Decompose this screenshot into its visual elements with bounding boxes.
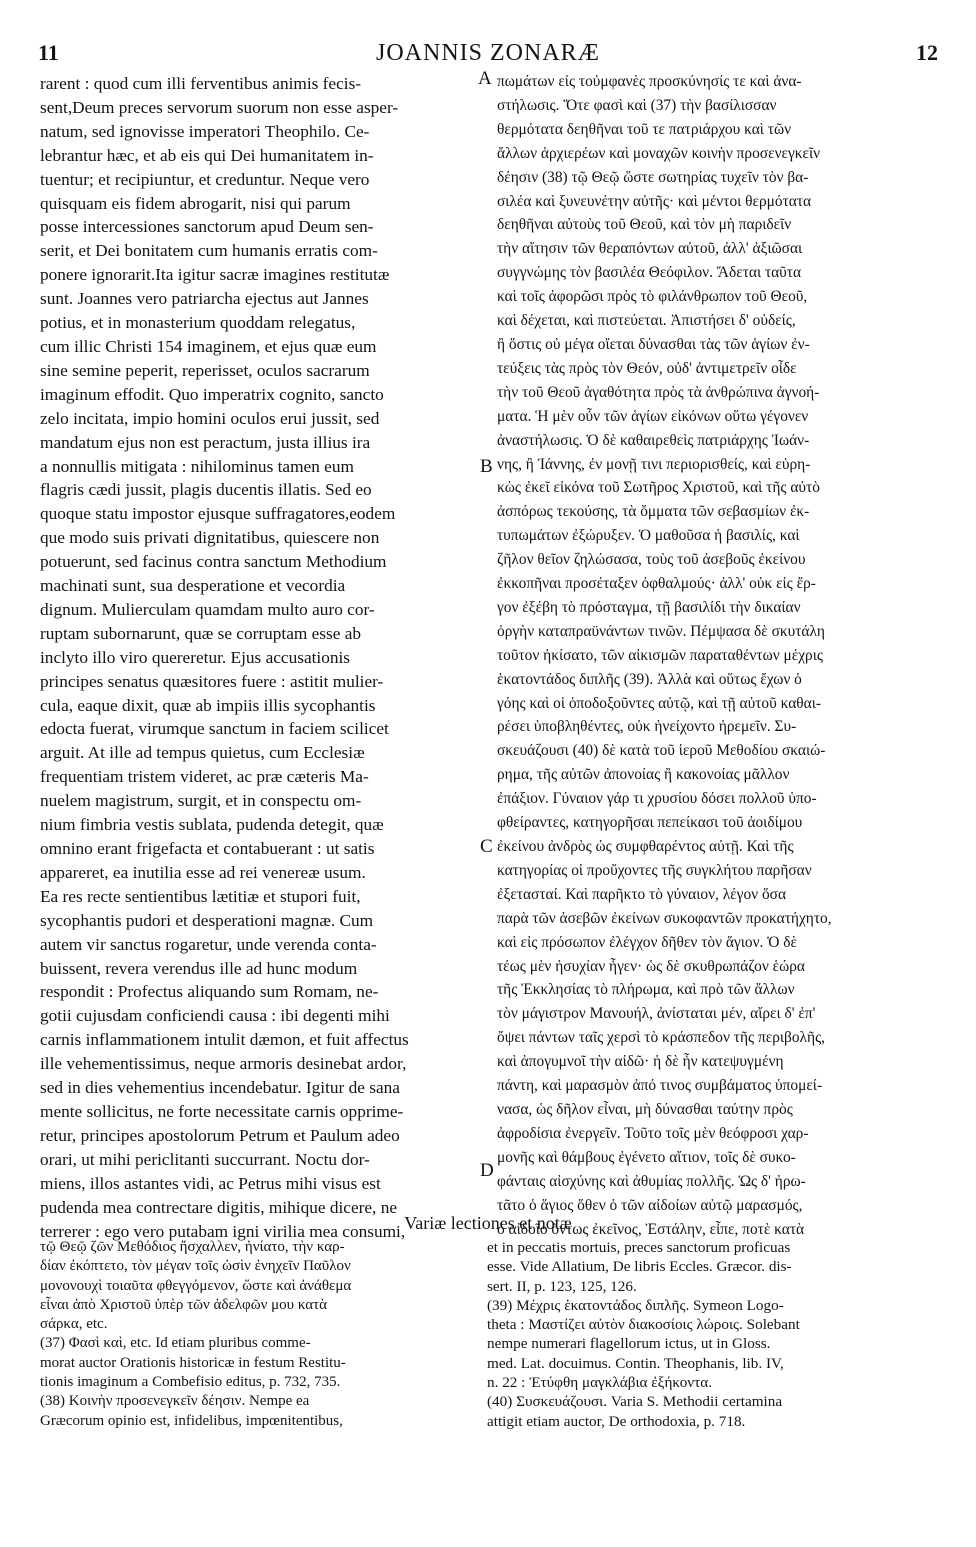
latin-text-line: nuelem magistrum, surgit, et in conspectu om- [40,791,362,811]
greek-text-line: τοῦτον ἠκίσατο, τῶν αἰκισμῶν παραταθέντων μέχρις [497,646,823,664]
margin-marker-a: A [478,68,492,89]
note-line: μονονουχὶ τοιαῦτα φθεγγόμενον, ὥστε καὶ ἀνάθεμα [40,1277,352,1294]
greek-text-line: ἑκατοντάδος διπλῆς (39). Ἀλλὰ καὶ οὕτως ἔχων ὁ [497,670,802,688]
note-line: theta : Μαστίζει αὐτὸν διακοσίοις λώροις. Solebant [487,1316,800,1334]
note-line: et in peccatis mortuis, preces sanctorum proficuas [487,1239,791,1256]
latin-text-line: buissent, revera verendus ille ad hunc modum [40,958,358,978]
latin-text-line: potius, et in monasterium quoddam relegatus, [40,313,356,333]
note-line: attigit etiam auctor, De orthodoxia, p. 718. [487,1412,746,1430]
greek-text-line: φάνταις αἰσχύνης καὶ ἀθυμίας πολλῆς. Ὡς δ' ἠρω- [497,1172,806,1190]
latin-text-line: serit, et Dei bonitatem cum humanis erratis com- [40,241,378,261]
latin-text-line: edocta fuerat, virumque sanctum in faciem scilicet [40,719,389,739]
greek-text-line: ἐκκοπῆναι προσέταξεν ὀφθαλμούς· ἀλλ' οὐκ εἰς ἔρ- [497,575,816,593]
latin-text-line: potuerunt, sed facinus contra sanctum Methodium [40,552,387,572]
greek-text-line: ἀσπόρως τεκούσης, τὰ ὄμματα τῶν σεβασμίων ἐκ- [497,503,810,521]
note-line: morat auctor Orationis historicæ in festum Restitu- [40,1354,346,1371]
running-head [38,40,938,68]
greek-text-line: ὀργὴν καταπραϋνάντων τινῶν. Πέμψασα δὲ σκυτάλη [497,622,825,640]
greek-text-line: ὄψει πάντων ταῖς χερσὶ τὸ κράσπεδον τῆς περιβολῆς, [497,1029,826,1047]
latin-text-line: sunt. Joannes vero patriarcha ejectus aut Jannes [40,289,369,309]
latin-text-line: gotii cujusdam conficiendi causa : ibi degenti mihi [40,1006,390,1026]
note-line: τῷ Θεῷ ζῶν Μεθόδιος ἤσχαλλεν, ἠνίατο, τὴν καρ- [40,1239,345,1255]
note-line: σάρκα, etc. [40,1316,108,1333]
greek-text-line: σιλέα καὶ ξυνευνέτην αὐτῆς· καὶ μέντοι θερμότατα [497,192,812,210]
greek-text-line: ἐκείνου ἀνδρὸς ὡς συμφθαρέντος αὐτῇ. Καὶ τῆς [497,838,794,855]
running-title: JOANNIS ZONARÆ [375,40,600,66]
latin-text-line: dignum. Mulierculam quamdam multo auro cor- [40,599,375,619]
notes-heading: Variæ lectiones et notæ [404,1213,572,1233]
latin-text-line: autem vir sanctus rogaretur, unde verenda conta- [40,934,377,954]
greek-text-line: ρημα, τῆς αὐτῶν ἀπονοίας ἢ κακονοίας μᾶλλον [497,766,790,784]
greek-text-line: μονῆς καὶ θάμβους ἐγένετο αἴτιον, τοῖς δὲ συκο- [497,1148,796,1166]
greek-text-line: ἐξετασταί. Καὶ παρῆκτο τὸ γύναιον, λέγον ὅσα [497,885,787,903]
greek-text-line: δέησιν (38) τῷ Θεῷ ὥστε σωτηρίας τυχεῖν τὸν βα- [497,168,809,186]
greek-text-line: τέως μὲν ἡσυχίαν ἦγεν· ὡς δὲ σκυθρωπάζον ἑώρα [497,957,805,975]
greek-text-line: γόης καὶ οἱ ὁποδοξοῦντες αὐτῷ, καὶ τῇ αὐτοῦ καθαι- [497,694,821,712]
latin-text-line: omnino erant frigefacta et contabuerant : ut satis [40,839,375,858]
latin-text-line: que modo suis privati dignitatibus, quiescere non [40,528,380,548]
latin-text-line: retur, principes apostolorum Petrum et Paulum adeo [40,1125,400,1145]
left-page-number: 11 [38,40,59,65]
latin-text-line: zelo incitata, impio homini oculos erui jussit, sed [40,408,380,428]
greek-text-line: τῆς Ἐκκλησίας τὸ πλήρωμα, καὶ πρὸ τῶν ἄλλων [497,981,795,999]
notes-left-column [40,1238,470,1431]
latin-text-line: ruptam subornarunt, quæ se corruptam esse ab [40,623,362,643]
note-line: esse. Vide Allatium, De libris Eccles. Græcor. dis- [487,1258,792,1276]
greek-text-line: συγγνώμης τὸν βασιλέα Θεόφιλον. Ἄδεται ταῦτα [497,264,802,282]
greek-text-line: γον ἐξέβη τὸ πρόσταγμα, τῇ βασιλίδι τὴν δικαίαν [497,598,801,616]
note-line: (40) Συσκευάζουσι. Varia S. Methodii certamina [487,1393,783,1411]
latin-text-line: sed in dies vehementius incendebatur. Igitur de sana [40,1078,400,1098]
greek-text-line: πωμάτων εἰς τοὐμφανὲς προσκύνησίς τε καὶ ἀνα- [497,73,802,90]
greek-text-line: σκευάζουσι (40) δὲ κατὰ τοῦ ἱεροῦ Μεθοδίου σκαιώ- [497,742,826,760]
latin-text-line: mente sollicitus, ne forte necessitate carnis opprime- [40,1101,404,1121]
note-line: (37) Φασὶ καὶ, etc. Id etiam pluribus comme- [40,1335,311,1352]
greek-text-line: ρέσει ὑποβληθέντες, οὐκ ἠνείχοντο ἠρεμεῖν. Συ- [497,718,797,736]
note-line: nempe numerari flagellorum ictus, ut in Gloss. [487,1335,771,1353]
latin-text-line: appareret, ea inutilia esse ad rei venereæ usum. [40,862,366,882]
note-line: (39) Μέχρις ἑκατοντάδος διπλῆς. Symeon Logo- [487,1296,784,1314]
latin-text-line: flagris cædi jussit, plagis ducentis illatis. Sed eo [40,480,372,500]
latin-text-line: posse intercessiones sanctorum apud Deum sen- [40,217,374,237]
latin-text-line: a nonnullis mitigata : nihilominus tamen eum [40,456,354,476]
latin-text-line: quisquam eis fidem abrogarit, nisi qui parum [40,193,351,213]
latin-text-line: imaginum effodit. Quo imperatrix cognito, sancto [40,384,384,404]
greek-text-line: τυπωμάτων ἐξώρυξεν. Ὁ μαθοῦσα ἡ βασιλίς, καὶ [497,527,800,545]
greek-text-line: τεύξεις τὰς πρὸς τὸν Θεόν, οὐδ' ἀντιμετρεῖν οἶδε [497,359,797,377]
margin-marker-d: D [480,1160,494,1181]
greek-text-line: καὶ δέχεται, καὶ πιστεύεται. Ἀπιστήσει δ' οὐδείς, [497,312,796,330]
note-line: (38) Κοινὴν προσενεγκεῖν δέησιν. Nempe ea [40,1393,310,1410]
greek-text-line: καὶ εἰς πρόσωπον ἐλέγχον δῆθεν τὸν ἅγιον. Ὁ δὲ [497,933,797,951]
greek-column [497,70,934,1241]
latin-text-line: mandatum ejus non est peractum, justa illius ira [40,432,371,452]
latin-text-line: cum illic Christi 154 imaginem, et ejus quæ eum [40,336,377,356]
greek-text-line: ματα. Ἡ μὲν οὖν τῶν ἁγίων εἰκόνων οὕτω γέγονεν [497,407,809,425]
greek-text-line: ἄλλων ἀρχιερέων καὶ μοναχῶν κοινὴν προσενεγκεῖν [497,144,821,162]
latin-text-line: inclyto illo viro quereretur. Ejus accusationis [40,647,351,667]
greek-text-line: κὼς ἐκεῖ εἰκόνα τοῦ Σωτῆρος Χριστοῦ, καὶ τῆς αὐτὸ [497,479,820,497]
greek-text-line: ἐπάξιον. Γύναιον γάρ τι χρυσίου δόσει πολλοῦ ὑπο- [497,790,817,808]
greek-text-line: τὸν μάγιστρον Μανουήλ, ἀνίσταται μέν, αἴρει δ' ἐπ' [497,1005,816,1023]
note-line: tionis imaginum a Combefisio editus, p. 732, 735. [40,1374,341,1391]
greek-text-line: τὴν αἴτησιν τῶν θεραπόντων αὐτοῦ, ἀλλ' ἀξιῶσαι [497,240,803,258]
latin-text-line: principes senatus quæsitores fuere : astitit mulier- [40,671,384,691]
latin-text-line: cula, eaque dixit, quæ ab impiis illis sycophantis [40,695,376,715]
note-line: sert. II, p. 123, 125, 126. [487,1277,637,1295]
latin-text-line: sycophantis pudori et desperationi magnæ. Cum [40,910,374,930]
greek-text-line: τὴν τοῦ Θεοῦ ἀγαθότητα πρὸς τὰ ἀνθρώπινα ἀγνοή- [497,383,820,401]
latin-text-line: pudenda mea contrectare digitis, mihique dicere, ne [40,1197,397,1217]
greek-text-line: τᾶτο ὁ ἅγιος ὅθεν ὁ τῶν αἰδοίων αὐτῷ μαρασμός, [497,1196,803,1214]
margin-marker-c: C [480,836,493,857]
greek-text-line: ἀφροδίσια ἐνεργεῖν. Τοῦτο τοῖς μὲν θεόφροσι χαρ- [497,1124,809,1142]
latin-text-line: arguit. At ille ad tempus quietus, cum Ecclesiæ [40,743,365,763]
latin-text-line: carnis inflammationem intulit dæmon, et fuit affectus [40,1030,409,1050]
margin-marker-b: B [480,456,493,477]
latin-text-line: sine semine peperit, reperisset, oculos sacrarum [40,360,370,380]
latin-text-line: frequentiam tristem videret, ac præ cæteris Ma- [40,767,369,787]
latin-text-line: miens, illos astantes vidi, ac Petrus mihi visus est [40,1173,381,1193]
latin-text-line: sent,Deum preces servorum suorum non esse asper- [40,97,399,117]
greek-text-line: κατηγορίας οἱ προὔχοντες τῆς συγκλήτου παρῆσαν [497,861,812,879]
greek-text-line: καὶ ἀπογυμνοῖ τὴν αἰδῶ· ἡ δὲ ἦν κατεψυγμένη [497,1053,784,1071]
latin-text-line: tuentur; et recipiuntur, et creduntur. Neque vero [40,169,370,189]
latin-text-line: ponere ignorarit.Ita igitur sacræ imagines restitutæ [40,265,390,285]
latin-text-line: machinati sunt, sua desperatione et vecordia [40,576,346,596]
latin-text-line: orari, ut mihi periclitanti succurrant. Noctu dor- [40,1149,370,1169]
note-line: Græcorum opinio est, infidelibus, impœnitentibus, [40,1412,343,1429]
greek-text-line: καὶ τοῖς ἀφορῶσι πρὸς τὸ φιλάνθρωπον τοῦ Θεοῦ, [497,288,808,306]
greek-text-line: στήλωσις. Ὅτε φασὶ καὶ (37) τὴν βασίλισσαν [497,96,777,114]
latin-text-line: rarent : quod cum illi ferventibus animis fecis- [40,74,362,93]
latin-text-line: natum, sed ignovisse imperatori Theophilo. Ce- [40,121,370,141]
latin-text-line: terrerer : ego vero putabam igni virilia mea consumi, [40,1221,406,1241]
greek-text-line: νης, ἢ Ἰάννης, ἐν μονῇ τινι περιορισθείς, καὶ εὑρη- [497,455,811,473]
notes-right-column [487,1238,927,1431]
greek-text-line: παρὰ τῶν ἀσεβῶν ἐκείνων συκοφαντῶν προκατήχητο, [497,909,832,927]
greek-text-line: ζῆλον θεῖον ζηλώσασα, τοὺς τοῦ ἀσεβοῦς ἐκείνου [497,551,806,569]
latin-text-line: lebrantur hæc, et ab eis qui Dei humanitatem in- [40,145,374,165]
right-page-number: 12 [916,40,938,65]
greek-text-line: ὁ αἰδοῖο ὄντως ἐκεῖνος, Ἐστάλην, εἶπε, ποτὲ κατὰ [497,1220,805,1238]
greek-text-line: δεηθῆναι αὐτοὺς τοῦ Θεοῦ, καὶ τὸν μὴ παριδεῖν [497,216,792,234]
greek-text-line: φθείραντες, κατηγορῆσαι πεπείκασι τοῦ ἀοιδίμου [497,814,803,832]
latin-text-line: respondit : Profectus aliquando sum Romam, ne- [40,982,379,1002]
greek-text-line: ἀναστήλωσις. Ὁ δὲ καθαιρεθεὶς πατριάρχης Ἰωάν- [497,431,810,449]
greek-text-line: νασα, ὡς δῆλον εἶναι, μὴ δύνασθαι ταύτην πρὸς [497,1100,793,1118]
latin-text-line: quoque statu impostor ejusque suffragatores,eodem [40,504,396,524]
latin-text-line: Ea res recte sentientibus lætitiæ et stupori fuit, [40,886,361,906]
note-line: n. 22 : Ἐτύφθη μαγκλάβια ἐξήκοντα. [487,1374,713,1392]
greek-text-line: ἢ ὅστις οὐ μέγα οἴεται δύνασθαι τὰς τῶν ἁγίων ἐν- [497,335,810,353]
latin-column [40,72,472,1243]
latin-text-line: ille vehementissimus, neque armoris desinebat ardor, [40,1054,407,1074]
greek-text-line: πάντη, καὶ μαρασμὸν ἀπό τινος συμβάματος ὑπομεί- [497,1077,823,1095]
note-line: med. Lat. docuimus. Contin. Theophanis, lib. IV, [487,1354,784,1372]
latin-text-line: nium fimbria vestis sublata, pudenda detegit, quæ [40,815,384,835]
note-line: δίαν ἐκόπτετο, τὸν μέγαν τοῖς ὠσὶν ἐνηχεῖν Παῦλον [40,1258,351,1275]
note-line: εἶναι ἀπὸ Χριστοῦ ὑπὲρ τῶν ἀδελφῶν μου κατὰ [40,1296,328,1313]
greek-text-line: θερμότατα δεηθῆναι τοῦ τε πατριάρχου καὶ τῶν [497,120,792,138]
